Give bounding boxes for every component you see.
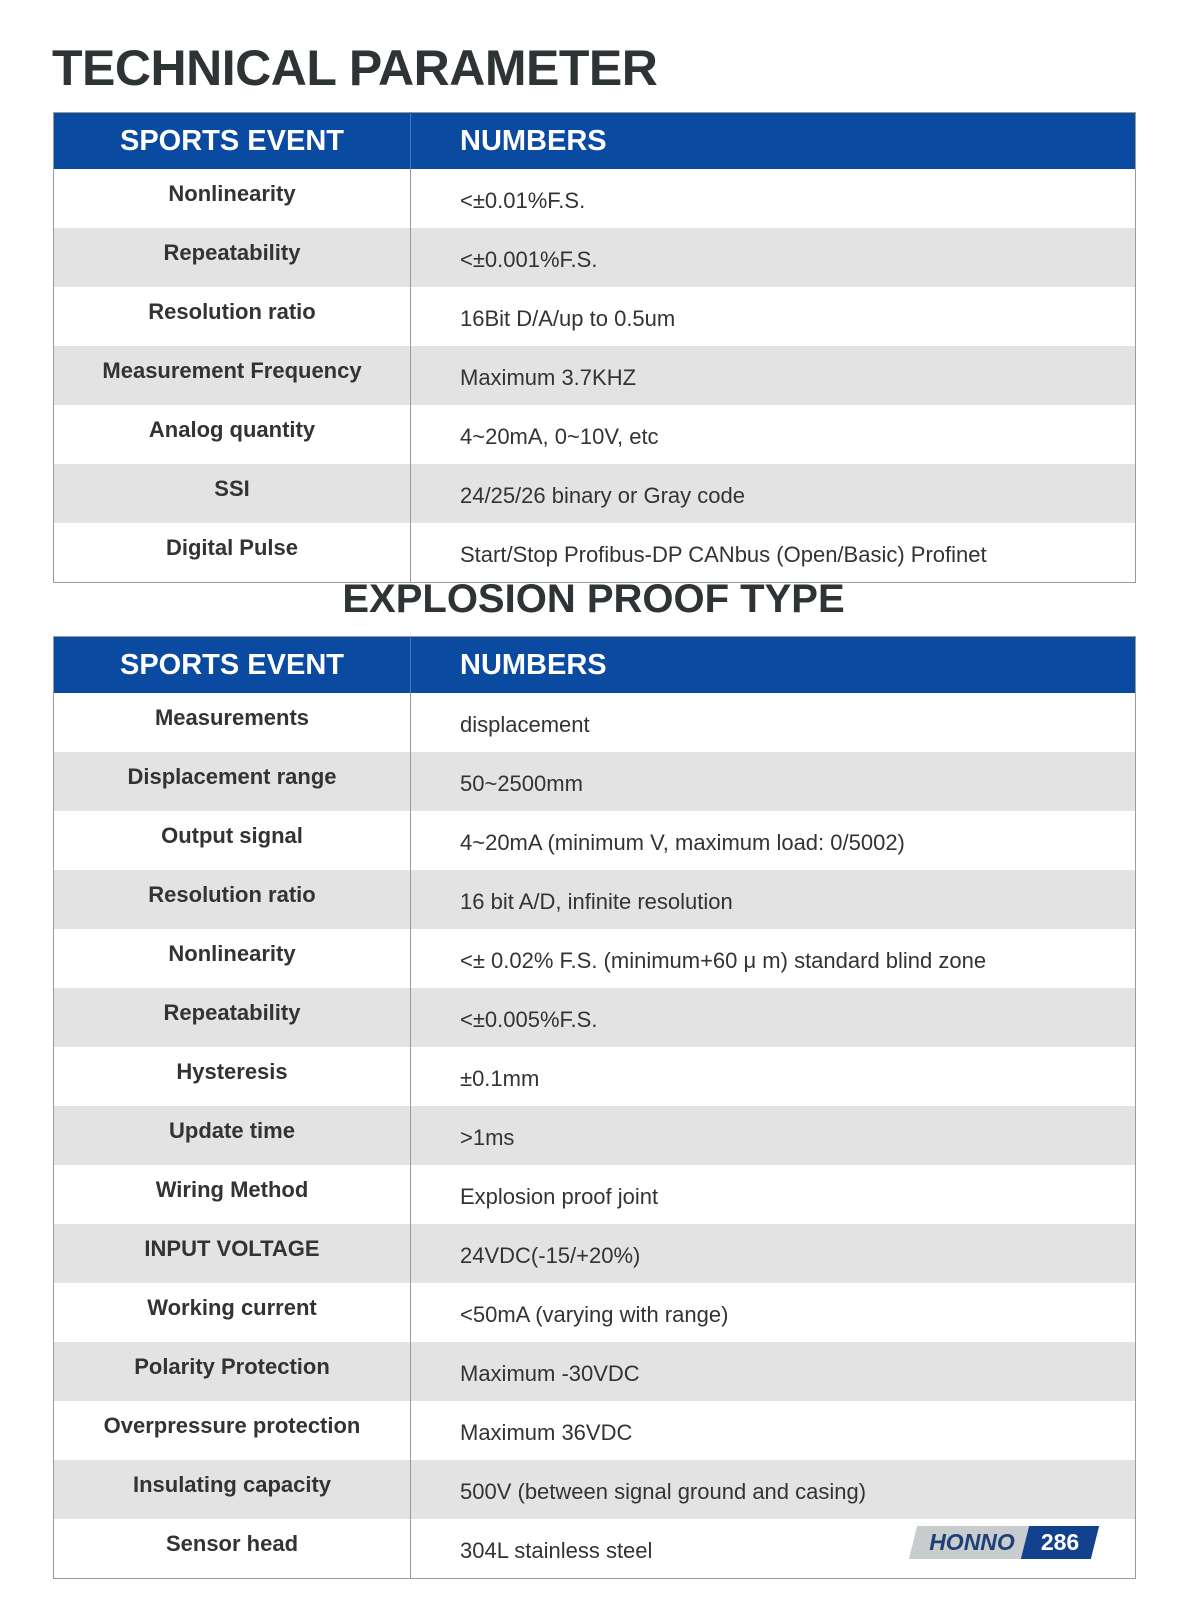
parameter-value: Maximum -30VDC: [411, 1342, 1136, 1401]
parameter-value: 24/25/26 binary or Gray code: [411, 464, 1136, 523]
parameter-value: 24VDC(-15/+20%): [411, 1224, 1136, 1283]
parameter-name: Measurement Frequency: [54, 346, 411, 405]
explosion-proof-table: [53, 636, 1136, 1579]
parameter-value: <±0.001%F.S.: [411, 228, 1136, 287]
table-row: [54, 1224, 1136, 1283]
table-row: [54, 870, 1136, 929]
parameter-value: <±0.005%F.S.: [411, 988, 1136, 1047]
table-row: [54, 169, 1136, 228]
column-header-numbers: NUMBERS: [411, 113, 1136, 170]
page-title: TECHNICAL PARAMETER: [52, 40, 658, 96]
parameter-name: Wiring Method: [54, 1165, 411, 1224]
parameter-value: 500V (between signal ground and casing): [411, 1460, 1136, 1519]
table-row: [54, 523, 1136, 583]
section-title: EXPLOSION PROOF TYPE: [342, 577, 845, 621]
parameter-value: 4~20mA (minimum V, maximum load: 0/5002): [460, 829, 905, 855]
parameter-name: Insulating capacity: [54, 1460, 411, 1519]
table-row: [54, 1401, 1136, 1460]
table-row: [54, 346, 1136, 405]
parameter-name: Overpressure protection: [54, 1401, 411, 1460]
table-body: [54, 693, 1136, 1579]
parameter-name: Analog quantity: [54, 405, 411, 464]
parameter-value: 50~2500mm: [411, 752, 1136, 811]
parameter-value: <±0.01%F.S.: [460, 187, 586, 213]
parameter-name: Working current: [54, 1283, 411, 1342]
table-header-row: [54, 637, 1136, 694]
parameter-name: Resolution ratio: [54, 870, 411, 929]
parameter-name: SSI: [54, 464, 411, 523]
parameter-value: 304L stainless steel: [460, 1537, 653, 1563]
parameter-name: Repeatability: [54, 228, 411, 287]
table-row: [54, 1283, 1136, 1342]
parameter-name: Displacement range: [54, 752, 411, 811]
table-row: [54, 405, 1136, 464]
parameter-name: Nonlinearity: [54, 169, 411, 228]
table-row: [54, 929, 1136, 988]
parameter-name: Update time: [54, 1106, 411, 1165]
parameter-value: Maximum 36VDC: [460, 1419, 633, 1445]
table-row: [54, 1165, 1136, 1224]
parameter-name: Sensor head: [54, 1519, 411, 1579]
table-row: [54, 1106, 1136, 1165]
parameter-value: 16Bit D/A/up to 0.5um: [460, 305, 676, 331]
table-row: [54, 693, 1136, 752]
technical-parameter-table: [53, 112, 1136, 583]
page-number: 286: [1040, 1529, 1080, 1555]
table-row: [54, 1047, 1136, 1106]
parameter-name: INPUT VOLTAGE: [54, 1224, 411, 1283]
parameter-name: Nonlinearity: [54, 929, 411, 988]
parameter-value: Start/Stop Profibus-DP CANbus (Open/Basic) Profinet: [460, 541, 987, 567]
column-header-numbers: NUMBERS: [411, 637, 1136, 694]
table-row: [54, 287, 1136, 346]
brand-name: HONNO: [929, 1529, 1015, 1555]
parameter-value: 4~20mA, 0~10V, etc: [460, 423, 659, 449]
parameter-name: Polarity Protection: [54, 1342, 411, 1401]
parameter-value: <50mA (varying with range): [460, 1301, 729, 1327]
parameter-value: displacement: [460, 711, 590, 737]
parameter-value: >1ms: [411, 1106, 1136, 1165]
page-footer: [913, 1526, 1098, 1559]
column-header-sports-event: SPORTS EVENT: [54, 113, 411, 170]
table-row: [54, 752, 1136, 811]
parameter-name: Output signal: [54, 811, 411, 870]
parameter-value: 16 bit A/D, infinite resolution: [411, 870, 1136, 929]
column-header-sports-event: SPORTS EVENT: [54, 637, 411, 694]
table-row: [54, 464, 1136, 523]
parameter-value: ±0.1mm: [460, 1065, 540, 1091]
parameter-value: <± 0.02% F.S. (minimum+60 μ m) standard blind zone: [460, 947, 987, 973]
parameter-name: Hysteresis: [54, 1047, 411, 1106]
table-row: [54, 1342, 1136, 1401]
table-body: [54, 169, 1136, 583]
parameter-name: Resolution ratio: [54, 287, 411, 346]
parameter-name: Digital Pulse: [54, 523, 411, 583]
parameter-value: Explosion proof joint: [460, 1183, 659, 1209]
page-number-badge: [1021, 1526, 1099, 1559]
table-row: [54, 811, 1136, 870]
table-header-row: [54, 113, 1136, 170]
table-row: [54, 1460, 1136, 1519]
brand-badge: [909, 1526, 1035, 1559]
parameter-value: Maximum 3.7KHZ: [411, 346, 1136, 405]
parameter-name: Measurements: [54, 693, 411, 752]
parameter-name: Repeatability: [54, 988, 411, 1047]
table-row: [54, 988, 1136, 1047]
table-row: [54, 228, 1136, 287]
